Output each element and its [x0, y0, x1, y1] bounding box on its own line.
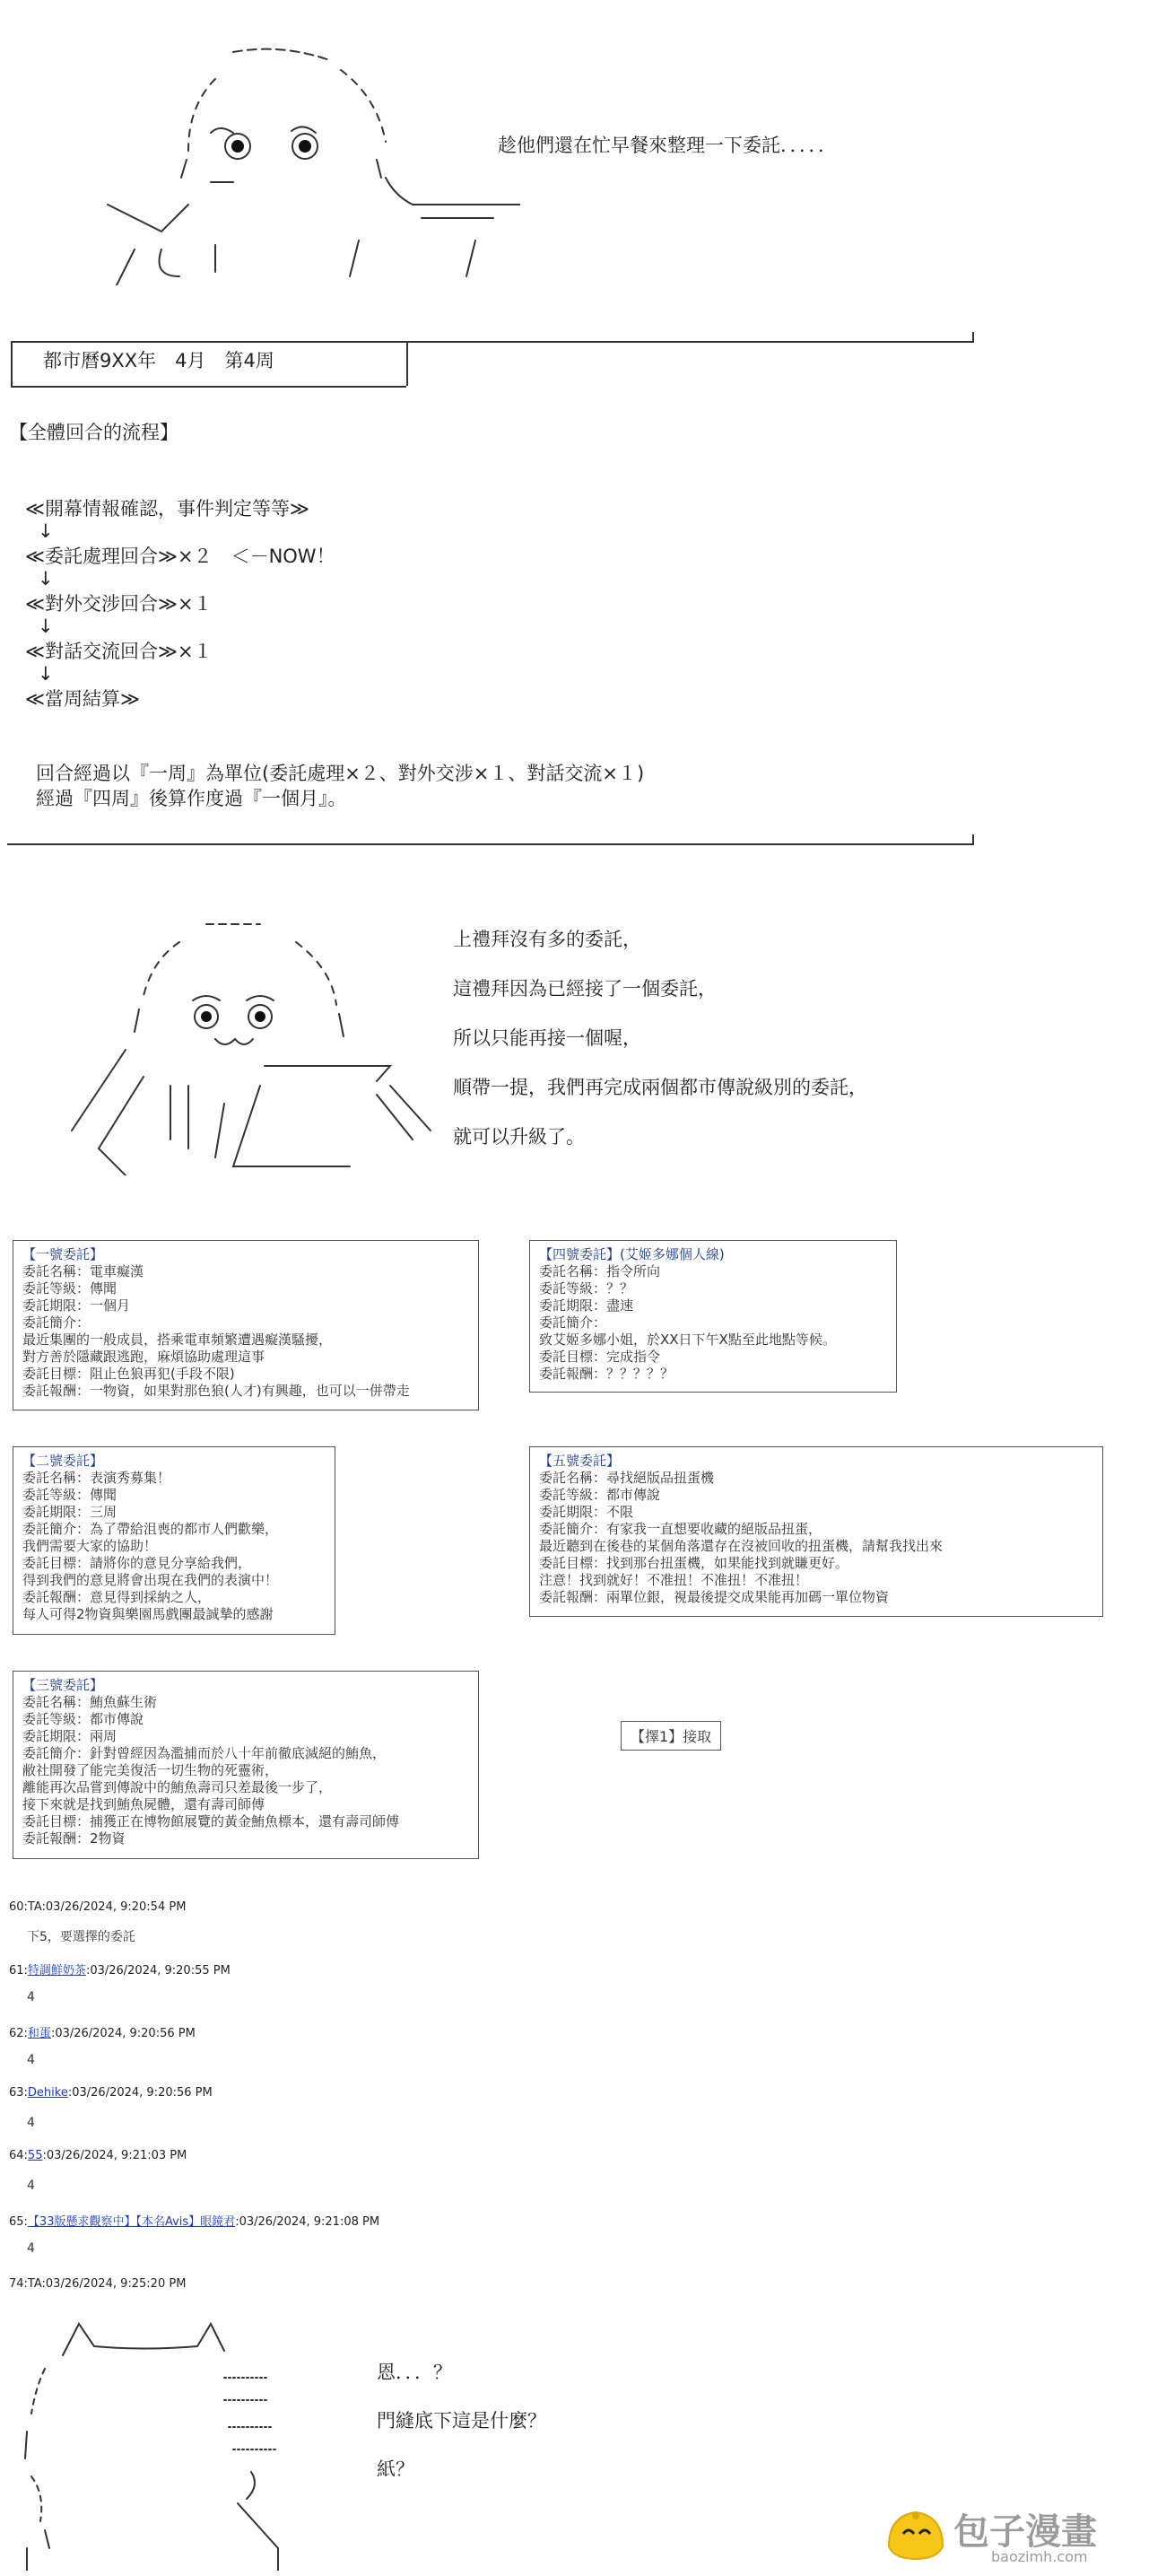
flow-step: ≪委託處理回合≫×２ ＜－NOW！ [25, 546, 335, 567]
quest-line: 委託期限：一個月 [22, 1297, 131, 1314]
quest-line: 委託目標：捕獲正在博物館展覽的黃金鮪魚標本，還有壽司師傅 [22, 1813, 400, 1829]
quest-line: 最近集團的一般成員，搭乘電車頻繁遭遇癡漢騷擾， [22, 1332, 333, 1348]
quest-line: 委託報酬：兩單位銀，視最後提交成果能再加碼一單位物資 [539, 1589, 890, 1605]
speech-line: 上禮拜沒有多的委託， [453, 929, 641, 950]
quest-line: 委託期限：兩周 [22, 1728, 117, 1744]
quest-line: 我們需要大家的協助！ [22, 1538, 158, 1554]
post-header [9, 1900, 186, 1914]
quest-card-2[interactable] [13, 1446, 335, 1635]
speech-line: 就可以升級了。 [453, 1126, 585, 1148]
quest-line: 委託報酬：一物資，如果對那色狼(人才)有興趣，也可以一併帶走 [22, 1383, 410, 1399]
post-body: 4 [27, 2116, 35, 2130]
flow-note-2: 經過『四周』後算作度過『一個月』。 [36, 788, 347, 809]
divider-top-end [972, 332, 974, 343]
quest-line: 離能再次品嘗到傳說中的鮪魚壽司只差最後一步了， [22, 1779, 333, 1795]
post-number: 74: [9, 2277, 28, 2291]
quest-line: 委託簡介：有家我一直想要收藏的絕版品扭蛋， [539, 1521, 822, 1537]
quest-line: 敝社開發了能完美復活一切生物的死靈術， [22, 1762, 279, 1778]
quest-line: 委託名稱：表演秀募集！ [22, 1470, 171, 1486]
post-time: :03/26/2024, 9:21:08 PM [235, 2215, 380, 2229]
post-author-link[interactable]: Dehike [27, 2086, 68, 2100]
quest-line: 委託簡介： [539, 1314, 607, 1331]
speech-line: 這禮拜因為已經接了一個委託， [453, 978, 717, 1000]
post-author: TA [27, 1900, 42, 1914]
divider-top [11, 341, 974, 343]
quest-line: 委託簡介：針對曾經因為濫捕而於八十年前徹底滅絕的鮪魚， [22, 1745, 387, 1761]
quest-line: 致艾姬多娜小姐，於XX日下午X點至此地點等候。 [539, 1332, 836, 1348]
quest-line: 委託報酬：2物資 [22, 1830, 126, 1847]
quest-line: 委託期限：不限 [539, 1504, 634, 1520]
post-body: 4 [27, 2053, 35, 2067]
post-header [9, 2212, 379, 2229]
quest-card-5[interactable] [529, 1446, 1103, 1617]
quest-line: 最近聽到在後巷的某個角落還存在沒被回收的扭蛋機，請幫我找出來 [539, 1538, 944, 1554]
flow-arrow: ↓ [38, 568, 54, 589]
quest-line: 接下來就是找到鮪魚屍體，還有壽司師傅 [22, 1796, 265, 1812]
post-header [9, 2023, 196, 2040]
quest-line: 委託等級：都市傳說 [22, 1711, 144, 1727]
post-number: 63: [9, 2086, 28, 2100]
quest-line: 委託目標：完成指令 [539, 1349, 661, 1365]
quest-card-3[interactable] [13, 1671, 479, 1859]
flow-step: ≪開幕情報確認，事件判定等等≫ [25, 498, 309, 520]
quest-line: 注意！找到就好！不准扭！不准扭！不准扭！ [539, 1572, 809, 1588]
post-header [9, 2086, 213, 2100]
quest-line: 得到我們的意見將會出現在我們的表演中！ [22, 1572, 279, 1588]
speech-line: 順帶一提，我們再完成兩個都市傳說級別的委託， [453, 1077, 867, 1098]
post-time: :03/26/2024, 9:21:03 PM [42, 2149, 187, 2162]
post-time: :03/26/2024, 9:20:54 PM [41, 1900, 187, 1914]
watermark-brand: 包子漫畫 [953, 2511, 1097, 2553]
flow-step: ≪對外交涉回合≫×１ [25, 593, 213, 615]
post-author: TA [27, 2277, 42, 2291]
quest-title: 【五號委託】 [539, 1453, 621, 1469]
end-speech-line: 恩．．．？ [377, 2362, 452, 2383]
end-speech-line: 紙？ [377, 2458, 414, 2480]
post-author-link[interactable]: 和蛋 [27, 2027, 51, 2040]
quest-line: 委託報酬：？？？？？ [539, 1366, 674, 1382]
divider-bottom-end [972, 834, 974, 845]
post-body: 下5，要選擇的委託 [27, 1930, 135, 1944]
quest-card-4[interactable] [529, 1240, 897, 1393]
post-number: 60: [9, 1900, 28, 1914]
post-number: 62: [9, 2027, 28, 2040]
quest-line: 委託簡介： [22, 1314, 91, 1331]
post-author-link[interactable]: 【33版懸求觀察中】【本名Avis】眼鏡君 [27, 2215, 236, 2229]
flow-step: ≪對話交流回合≫×１ [25, 641, 213, 662]
post-body: 4 [27, 2179, 35, 2193]
quest-card-1[interactable] [13, 1240, 479, 1410]
quest-line: 委託名稱：電車癡漢 [22, 1263, 144, 1279]
post-time: :03/26/2024, 9:25:20 PM [41, 2277, 187, 2291]
post-header [9, 1960, 231, 1978]
post-time: :03/26/2024, 9:20:56 PM [67, 2086, 213, 2100]
quest-title: 【三號委託】 [22, 1677, 104, 1693]
flow-step: ≪當周結算≫ [25, 688, 140, 710]
banner-bottom-border [11, 386, 406, 388]
banner-left-border [11, 341, 13, 386]
post-header [9, 2277, 186, 2291]
post-body: 4 [27, 1990, 35, 2004]
quest-line: 委託簡介：為了帶給沮喪的都市人們歡樂， [22, 1521, 279, 1537]
divider-bottom [7, 843, 974, 845]
flow-arrow: ↓ [38, 663, 54, 685]
flow-arrow: ↓ [38, 520, 54, 542]
quest-title: 【四號委託】(艾姬多娜個人線) [539, 1246, 725, 1262]
quest-line: 委託目標：阻止色狼再犯(手段不限) [22, 1366, 235, 1382]
banner-right-border [406, 341, 408, 386]
end-speech-line: 門縫底下這是什麼？ [377, 2410, 546, 2432]
quest-line: 委託名稱：鮪魚蘇生術 [22, 1694, 158, 1710]
post-author-link[interactable]: 特調鮮奶茶 [27, 1964, 86, 1978]
post-author-link[interactable]: 55 [27, 2149, 43, 2162]
post-time: :03/26/2024, 9:20:56 PM [50, 2027, 196, 2040]
quest-line: 委託報酬：意見得到採納之人， [22, 1589, 212, 1605]
quest-line: 委託等級：都市傳說 [539, 1487, 661, 1503]
flow-note-1: 回合經過以『一周』為單位(委託處理×２、對外交涉×１、對話交流×１) [36, 763, 645, 784]
post-number: 64: [9, 2149, 28, 2162]
post-body: 4 [27, 2241, 35, 2256]
quest-line: 委託名稱：尋找絕版品扭蛋機 [539, 1470, 715, 1486]
quest-line: 委託目標：找到那台扭蛋機，如果能找到就賺更好。 [539, 1555, 849, 1571]
post-number: 65: [9, 2215, 28, 2229]
quest-title: 【一號委託】 [22, 1246, 104, 1262]
quest-line: 對方善於隱藏跟逃跑，麻煩協助處理這事 [22, 1349, 265, 1365]
quest-line: 委託期限：三周 [22, 1504, 117, 1520]
quest-line: 委託名稱：指令所向 [539, 1263, 661, 1279]
post-time: :03/26/2024, 9:20:55 PM [85, 1964, 231, 1978]
intro-text: 趁他們還在忙早餐來整理一下委託．．．．． [498, 135, 837, 156]
quest-line: 委託等級：？？ [539, 1280, 634, 1297]
quest-line: 委託等級：傳聞 [22, 1487, 117, 1503]
ascii-art-character-holding-sign [45, 906, 439, 1175]
quest-line: 每人可得2物資與樂園馬戲團最誠摯的感謝 [22, 1606, 274, 1622]
ascii-art-character-reading [54, 25, 520, 285]
speech-line: 所以只能再接一個喔， [453, 1027, 641, 1049]
quest-title: 【二號委託】 [22, 1453, 104, 1469]
flow-heading: 【全體回合的流程】 [9, 422, 178, 443]
date-banner: 都市曆9XX年 4月 第4周 [43, 350, 274, 371]
quest-line: 委託期限：盡速 [539, 1297, 634, 1314]
post-number: 61: [9, 1964, 28, 1978]
select-one-accept-button[interactable]: 【擇1】接取 [621, 1721, 721, 1751]
quest-line: 委託目標：請將你的意見分享給我們， [22, 1555, 252, 1571]
flow-arrow: ↓ [38, 616, 54, 637]
ascii-art-cat [9, 2315, 305, 2571]
watermark-logo [883, 2503, 1153, 2568]
quest-line: 委託等級：傳聞 [22, 1280, 117, 1297]
watermark-url: baozimh.com [991, 2548, 1088, 2565]
post-header [9, 2149, 187, 2162]
